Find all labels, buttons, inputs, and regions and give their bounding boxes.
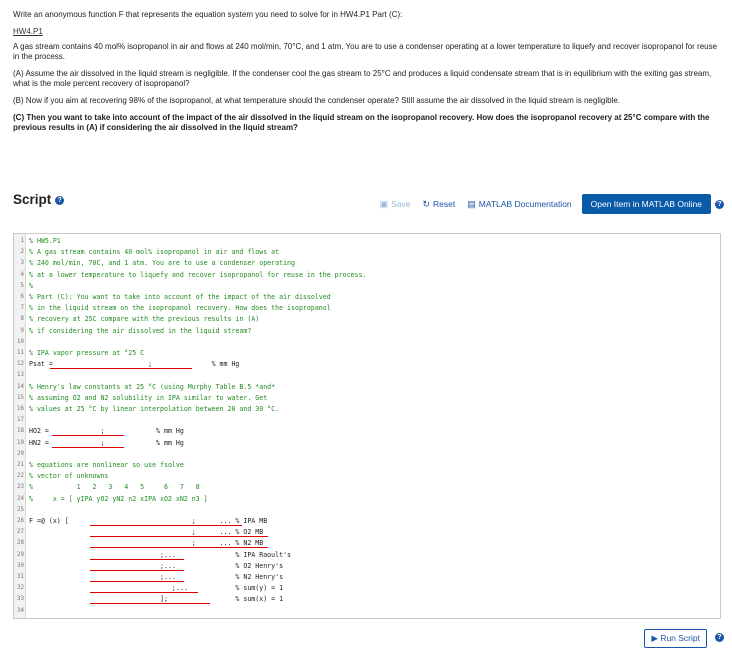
line-number: 8 (20, 316, 24, 323)
reset-button[interactable] (422, 199, 455, 210)
code-line[interactable] (14, 594, 720, 605)
code-line[interactable] (14, 471, 720, 482)
toolbar-help-icon[interactable]: ? (715, 200, 724, 209)
fill-in-blank[interactable] (90, 550, 184, 560)
run-help-icon[interactable]: ? (715, 633, 724, 642)
run-label: Run Script (660, 633, 700, 643)
code-text: F =@ (x) [ ; ... % IPA MB (29, 517, 268, 525)
fill-in-blank[interactable] (90, 561, 184, 571)
save-icon: ▣ (379, 198, 389, 209)
help-icon[interactable]: ? (55, 196, 64, 205)
line-number: 11 (17, 350, 24, 356)
code-line[interactable] (14, 382, 720, 393)
code-line[interactable] (14, 292, 720, 303)
code-text: % 1 2 3 4 5 6 7 8 (29, 483, 200, 492)
matlab-documentation-link[interactable] (467, 199, 571, 210)
reset-label: Reset (433, 199, 456, 209)
line-number: 4 (20, 271, 24, 278)
code-line[interactable] (14, 337, 720, 348)
script-toolbar (368, 194, 724, 214)
code-line[interactable] (14, 561, 720, 572)
code-text: ]; % sum(x) = 1 (29, 595, 284, 604)
code-line[interactable] (14, 314, 720, 325)
line-number: 31 (17, 574, 24, 580)
line-number: 32 (17, 585, 24, 592)
line-number: 9 (20, 327, 24, 334)
code-line[interactable] (14, 326, 720, 337)
code-text: % equations are nonlinear so use fsolve (29, 461, 184, 469)
problem-statement (13, 10, 719, 140)
reset-icon: ↻ (422, 198, 430, 209)
code-text: % assuming O2 and N2 solubility in IPA similar to water. Get (29, 393, 268, 402)
save-button[interactable] (380, 199, 411, 210)
line-number: 6 (20, 294, 24, 300)
line-number: 23 (17, 484, 24, 491)
code-editor[interactable] (13, 233, 721, 619)
fill-in-blank[interactable] (52, 438, 124, 448)
fill-in-blank[interactable] (90, 527, 268, 537)
fill-in-blank[interactable] (50, 359, 192, 369)
fill-in-blank[interactable] (90, 594, 210, 604)
code-line[interactable] (14, 415, 720, 426)
line-number: 29 (17, 551, 24, 558)
open-in-matlab-online-button[interactable]: Open Item in MATLAB Online (582, 194, 711, 214)
code-text: ;... % N2 Henry's (29, 573, 284, 581)
problem-intro: Write an anonymous function F that represents the equation system you need to solve for in HW4.P1 Part (C): (13, 10, 403, 19)
code-line[interactable] (14, 348, 720, 359)
line-number: 21 (17, 462, 24, 468)
line-number: 16 (17, 406, 24, 412)
code-text: Psat = ; % mm Hg (29, 360, 240, 369)
code-line[interactable] (14, 281, 720, 292)
code-line[interactable] (14, 449, 720, 460)
line-number: 7 (20, 305, 24, 312)
code-text: % IPA vapor pressure at °25 C (29, 349, 145, 357)
code-line[interactable] (14, 438, 720, 449)
script-title-text: Script (13, 192, 52, 207)
line-number: 19 (17, 439, 24, 446)
line-number: 34 (17, 607, 24, 614)
code-line[interactable] (14, 572, 720, 583)
problem-part-c: (C) Then you want to take into account of the impact of the air dissolved in the liquid stream on the isopropanol recovery. How does the isopropanol recovery at 25°C compare with the previous results in (A) if considering the air dissolved in the liquid stream? (13, 113, 710, 132)
code-line[interactable] (14, 359, 720, 370)
code-text: % HW5.P1 (29, 237, 61, 245)
script-title (13, 192, 64, 207)
code-text: % at a lower temperature to liquefy and recover isopropanol for reuse in the process. (29, 270, 367, 279)
code-line[interactable] (14, 303, 720, 314)
code-text: % Henry's law constants at 25 °C (using Murphy Table B.5 *and* (29, 382, 276, 391)
code-text: % A gas stream contains 40 mol% isopropanol in air and flows at (29, 248, 280, 257)
problem-part-a: (A) Assume the air dissolved in the liquid stream is negligible. If the condenser cool the gas stream to 25°C and produces a liquid condensate stream that is in equilibrium with the exiting gas stream, what is the mole percent recovery of isopropanol? (13, 69, 712, 88)
line-number: 5 (20, 282, 24, 289)
line-number: 30 (17, 562, 24, 569)
problem-paragraph-1: A gas stream contains 40 mol% isopropanol in air and flows at 240 mol/min, 70°C, and 1 atm. You are to use a condenser operating at a lower temperature to liquefy and recover isopropanol for reuse in the process. (13, 42, 718, 61)
code-line[interactable] (14, 527, 720, 538)
code-line[interactable] (14, 482, 720, 493)
code-text: % in the liquid stream on the isopropanol recovery. How does the isopropanol (29, 304, 331, 313)
save-label: Save (391, 199, 411, 209)
code-text: ; ... % O2 MB (29, 528, 264, 537)
line-number: 22 (17, 473, 24, 480)
code-text: % 240 mol/min, 70C, and 1 atm. You are to use a condenser operating (29, 259, 295, 268)
line-number: 12 (17, 361, 24, 368)
line-number: 14 (17, 383, 24, 390)
code-line[interactable] (14, 460, 720, 471)
doc-label: MATLAB Documentation (478, 199, 572, 209)
line-number: 27 (17, 529, 24, 536)
line-number: 1 (20, 238, 24, 244)
code-line[interactable] (14, 505, 720, 516)
code-text: ;... % sum(y) = 1 (29, 584, 284, 593)
code-text: ;... % O2 Henry's (29, 561, 284, 570)
run-script-button[interactable]: ▶ Run Script (644, 629, 707, 648)
code-text: ;... % IPA Raoult's (29, 550, 292, 559)
code-line[interactable] (14, 516, 720, 527)
code-line[interactable] (14, 538, 720, 549)
code-line[interactable] (14, 370, 720, 381)
line-number: 15 (17, 394, 24, 401)
code-text: % x = [ yIPA yO2 yN2 n2 xIPA xO2 xN2 n3 ] (29, 494, 208, 503)
code-line[interactable] (14, 247, 720, 258)
line-number: 28 (17, 540, 24, 547)
line-number: 26 (17, 518, 24, 524)
code-line[interactable] (14, 583, 720, 594)
code-text: % (29, 281, 33, 290)
code-line[interactable] (14, 258, 720, 269)
problem-part-b: (B) Now if you aim at recovering 98% of the isopropanol, at what temperature should the condenser operate? Still assume the air dissolved in the liquid stream is negligible. (13, 96, 620, 105)
fill-in-blank[interactable] (90, 516, 242, 526)
code-text: % values at 25 °C by linear interpolation between 20 and 30 °C. (29, 405, 280, 413)
fill-in-blank[interactable] (90, 583, 198, 593)
line-number: 2 (20, 249, 24, 256)
code-text: % if considering the air dissolved in the liquid stream? (29, 326, 252, 335)
code-line[interactable] (14, 393, 720, 404)
line-number: 33 (17, 596, 24, 603)
code-line[interactable] (14, 550, 720, 561)
code-text: ; ... % N2 MB (29, 539, 264, 548)
code-line[interactable] (14, 236, 720, 247)
code-line[interactable] (14, 494, 720, 505)
code-text: % Part (C): You want to take into account of the impact of the air dissolved (29, 293, 331, 301)
code-text: HN2 = ; % mm Hg (29, 438, 184, 447)
hw-label: HW4.P1 (13, 27, 43, 36)
fill-in-blank[interactable] (90, 538, 268, 548)
line-number: 17 (17, 417, 24, 424)
line-number: 18 (17, 428, 24, 435)
code-line[interactable] (14, 404, 720, 415)
line-number: 3 (20, 260, 24, 267)
fill-in-blank[interactable] (90, 572, 184, 582)
fill-in-blank[interactable] (52, 426, 124, 436)
line-number: 25 (17, 506, 24, 513)
matlab-doc-icon: ▤ (467, 198, 476, 209)
code-text: % vector of unknowns (29, 472, 109, 481)
code-text: HO2 = ; % mm Hg (29, 427, 184, 436)
code-line[interactable] (14, 606, 720, 617)
code-text: % recovery at 25C compare with the previous results in (A) (29, 315, 260, 324)
line-number: 24 (17, 495, 24, 502)
code-line[interactable] (14, 270, 720, 281)
line-number: 10 (17, 338, 24, 345)
line-number: 13 (17, 372, 24, 379)
line-number: 20 (17, 450, 24, 457)
code-line[interactable] (14, 426, 720, 437)
